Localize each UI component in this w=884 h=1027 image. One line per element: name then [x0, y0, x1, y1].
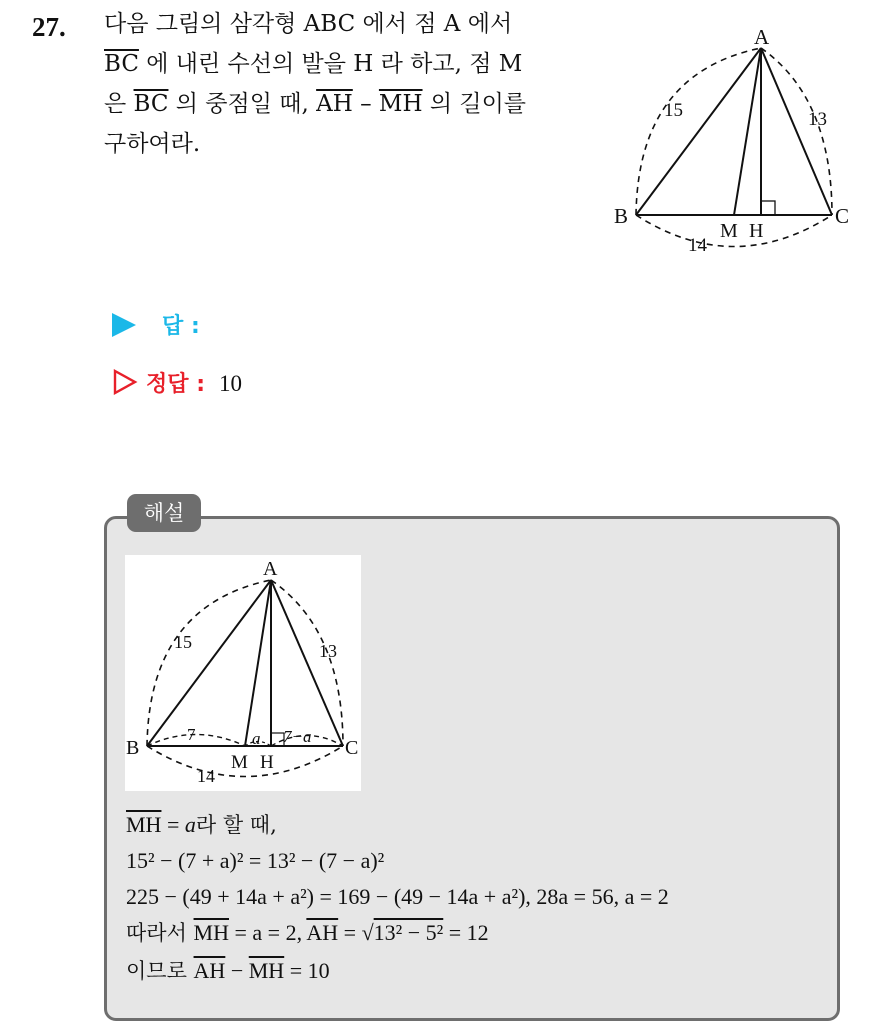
correct-answer-row — [112, 367, 242, 401]
answer-row — [112, 309, 200, 340]
right-angle-mark — [761, 201, 775, 215]
segment-mh: $\overline{MH}$ — [126, 812, 162, 837]
label-c: C — [345, 737, 359, 759]
solution-text: 라 할 때, — [195, 813, 277, 837]
label-ac-length: 13 — [808, 109, 827, 130]
solution-text: = 10 — [284, 958, 330, 983]
solution-line-5 — [126, 956, 330, 986]
label-ab-length: 15 — [174, 632, 192, 652]
median-am — [734, 48, 761, 215]
question-text: 에 내린 수선의 발을 H 라 하고, 점 M — [138, 51, 523, 77]
solution-text: = 12 — [443, 920, 489, 945]
segment-ah: $\overline{AH}$ — [306, 920, 339, 945]
segment-bc: $\overline{BC}$ — [133, 91, 169, 117]
solution-text: = — [338, 920, 362, 945]
label-ab-length: 15 — [664, 100, 683, 121]
side-ab — [147, 580, 271, 746]
question-line-1 — [104, 8, 512, 40]
question-number: 27. — [32, 12, 66, 42]
label-b: B — [614, 204, 629, 228]
label-bc-length: 14 — [197, 766, 215, 786]
variable-a: a — [184, 812, 196, 837]
label-a: A — [754, 25, 770, 49]
label-bm-length: 7 — [187, 725, 196, 744]
solution-text: = a = 2, — [229, 920, 307, 945]
median-am — [245, 580, 271, 746]
correct-colon: : — [196, 372, 205, 397]
segment-ah: $\overline{AH}$ — [193, 958, 226, 983]
solution-text: 따라서 — [126, 921, 194, 945]
label-h: H — [260, 752, 274, 773]
solution-text: − — [225, 958, 249, 983]
segment-mh: $\overline{MH}$ — [248, 958, 285, 983]
solution-text: = — [161, 812, 185, 837]
question-text: 다음 그림의 삼각형 ABC 에서 점 A 에서 — [104, 11, 513, 37]
label-ac-length: 13 — [319, 641, 337, 661]
correct-label: 정답 — [146, 372, 189, 397]
label-hc-length: 7−a — [283, 727, 312, 746]
label-m: M — [720, 220, 738, 242]
segment-mh: $\overline{MH}$ — [193, 920, 229, 945]
label-b: B — [126, 737, 140, 759]
solution-tag: 해설 — [127, 494, 201, 532]
question-text: 의 길이를 — [422, 91, 527, 117]
label-a: A — [263, 558, 278, 580]
answer-label: 답 — [162, 314, 184, 339]
side-ab — [636, 48, 761, 215]
question-line-2 — [104, 48, 522, 80]
side-ac — [271, 580, 343, 746]
solution-triangle-figure — [125, 555, 361, 791]
solution-line-3: 225 − (49 + 14a + a²) = 169 − (49 − 14a + a²), 28a = 56, a = 2 — [126, 884, 669, 909]
solution-line-2: 15² − (7 + a)² = 13² − (7 − a)² — [126, 848, 385, 873]
question-text: – — [352, 91, 379, 117]
square-root: √13² − 5² — [361, 920, 444, 945]
solution-line-4 — [126, 918, 489, 948]
solution-text: 이므로 — [126, 959, 194, 983]
answer-colon: : — [190, 314, 200, 339]
play-icon — [112, 313, 136, 337]
label-h: H — [749, 220, 764, 242]
segment-mh: $\overline{MH}$ — [378, 91, 423, 117]
radicand: 13² − 5² — [373, 920, 444, 945]
solution-line-1 — [126, 810, 277, 840]
triangle-figure — [610, 18, 860, 258]
question-line-4 — [104, 128, 200, 160]
question-text: 의 중점일 때, — [168, 91, 317, 117]
correct-value: 10 — [219, 371, 242, 396]
question-text: 구하여라. — [104, 131, 201, 157]
question-text: 은 — [104, 91, 134, 117]
question-line-3 — [104, 88, 526, 120]
segment-bc: $\overline{BC}$ — [104, 51, 139, 77]
arc-bm — [147, 735, 245, 747]
side-ac — [761, 48, 832, 215]
label-m: M — [231, 752, 248, 773]
label-bc-length: 14 — [688, 235, 707, 256]
label-mh-length: a — [252, 729, 261, 748]
label-c: C — [835, 204, 850, 228]
outline-play-icon — [112, 369, 138, 401]
segment-ah: $\overline{AH}$ — [316, 91, 353, 117]
